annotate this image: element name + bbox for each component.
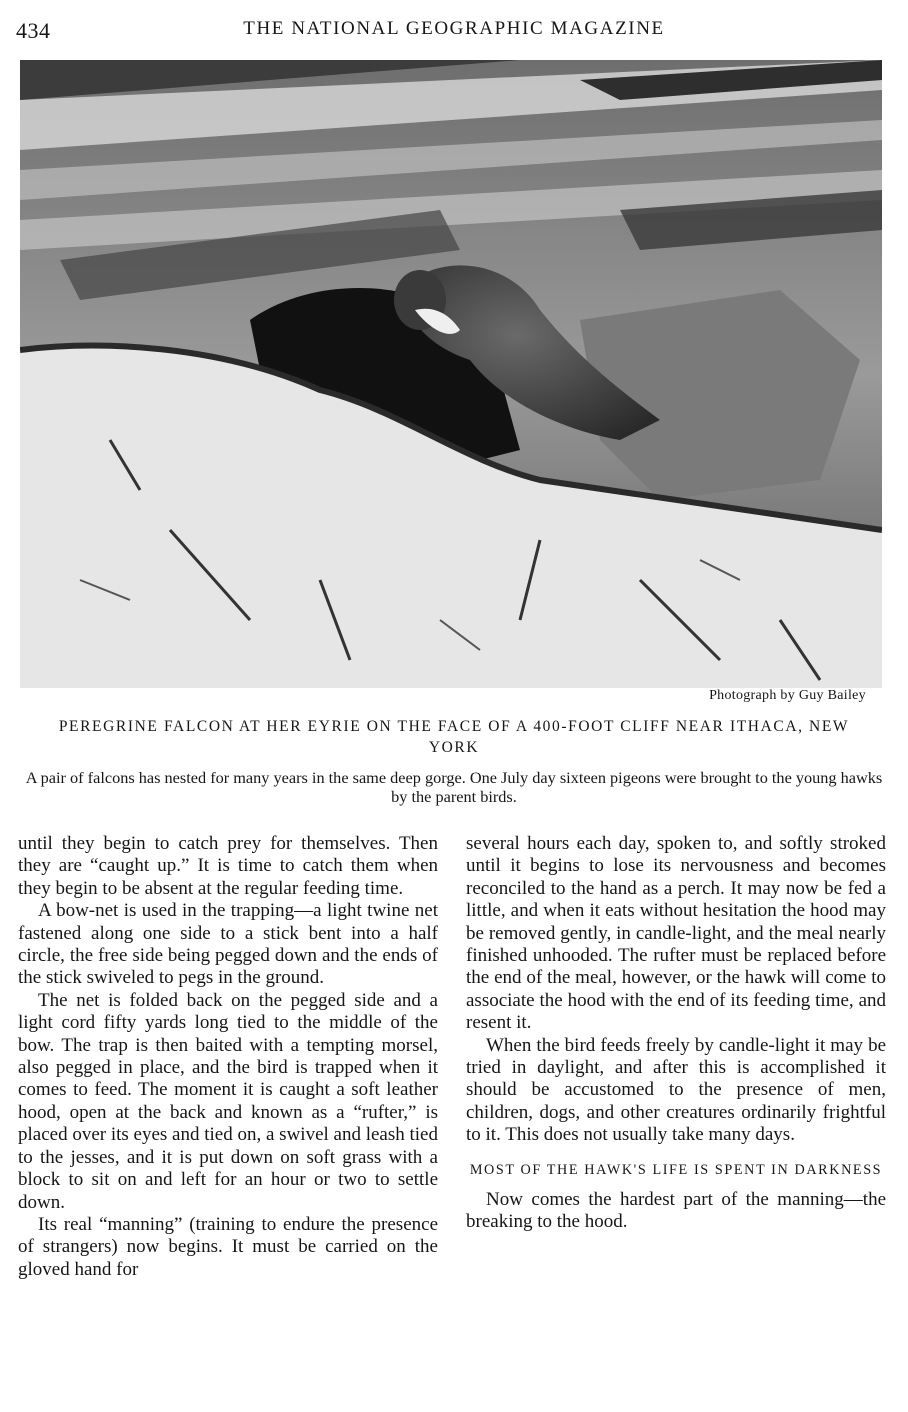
paragraph: When the bird feeds freely by candle-light it may be tried in daylight, and after this is accomplished it should be accustomed to the presence of men, children, dogs, and other creatures ordinarily frightful to it. This does not usually take many days. (466, 1034, 886, 1146)
paragraph: until they begin to catch prey for themselves. Then they are “caught up.” It is time to catch them when they begin to be absent at the regular feeding time. (18, 833, 438, 899)
right-column (466, 833, 886, 1234)
caption-text: A pair of falcons has nested for many years in the same deep gorge. One July day sixteen pigeons were brought to the young hawks by the parent birds. (25, 768, 883, 806)
paragraph: The net is folded back on the pegged side and a light cord fifty yards long tied to the middle of the bow. The trap is then baited with a tempting morsel, also pegged in place, and the bird is trapped when it comes to feed. The moment it is caught a soft leather hood, open at the back and known as a “rufter,” is placed over its eyes and tied on, a swivel and leash tied to the jesses, and it is put down on soft grass with a block to sit on and left for an hour or two to settle down. (18, 989, 438, 1213)
running-title: THE NATIONAL GEOGRAPHIC MAGAZINE (243, 18, 665, 39)
page-number: 434 (16, 18, 51, 43)
paragraph: A bow-net is used in the trapping—a light twine net fastened along one side to a stick bent into a half circle, the free side being pegged down and the ends of the stick swiveled to pegs in the ground. (18, 900, 438, 989)
left-column (18, 833, 438, 1281)
paragraph: Now comes the hardest part of the manning—the breaking to the hood. (466, 1188, 886, 1233)
section-subheading: MOST OF THE HAWK'S LIFE IS SPENT IN DARKNESS (469, 1161, 883, 1178)
paragraph: several hours each day, spoken to, and softly stroked until it begins to lose its nervousness and becomes reconciled to the hand as a perch. It may now be fed a little, and when it eats without hesitation the hood may be removed gently, in candle-light, and the meal nearly finished unhooded. The rufter must be replaced before the end of the meal, however, or the hawk will come to associate the hood with the end of its feeding time, and resent it. (466, 833, 886, 1034)
photo-credit: Photograph by Guy Bailey (709, 688, 866, 703)
caption-title: PEREGRINE FALCON AT HER EYRIE ON THE FACE OF A 400-FOOT CLIFF NEAR ITHACA, NEW YORK (58, 718, 850, 756)
paragraph: Its real “manning” (training to endure the presence of strangers) now begins. It must be carried on the gloved hand for (18, 1213, 438, 1280)
falcon-photograph (20, 60, 882, 688)
